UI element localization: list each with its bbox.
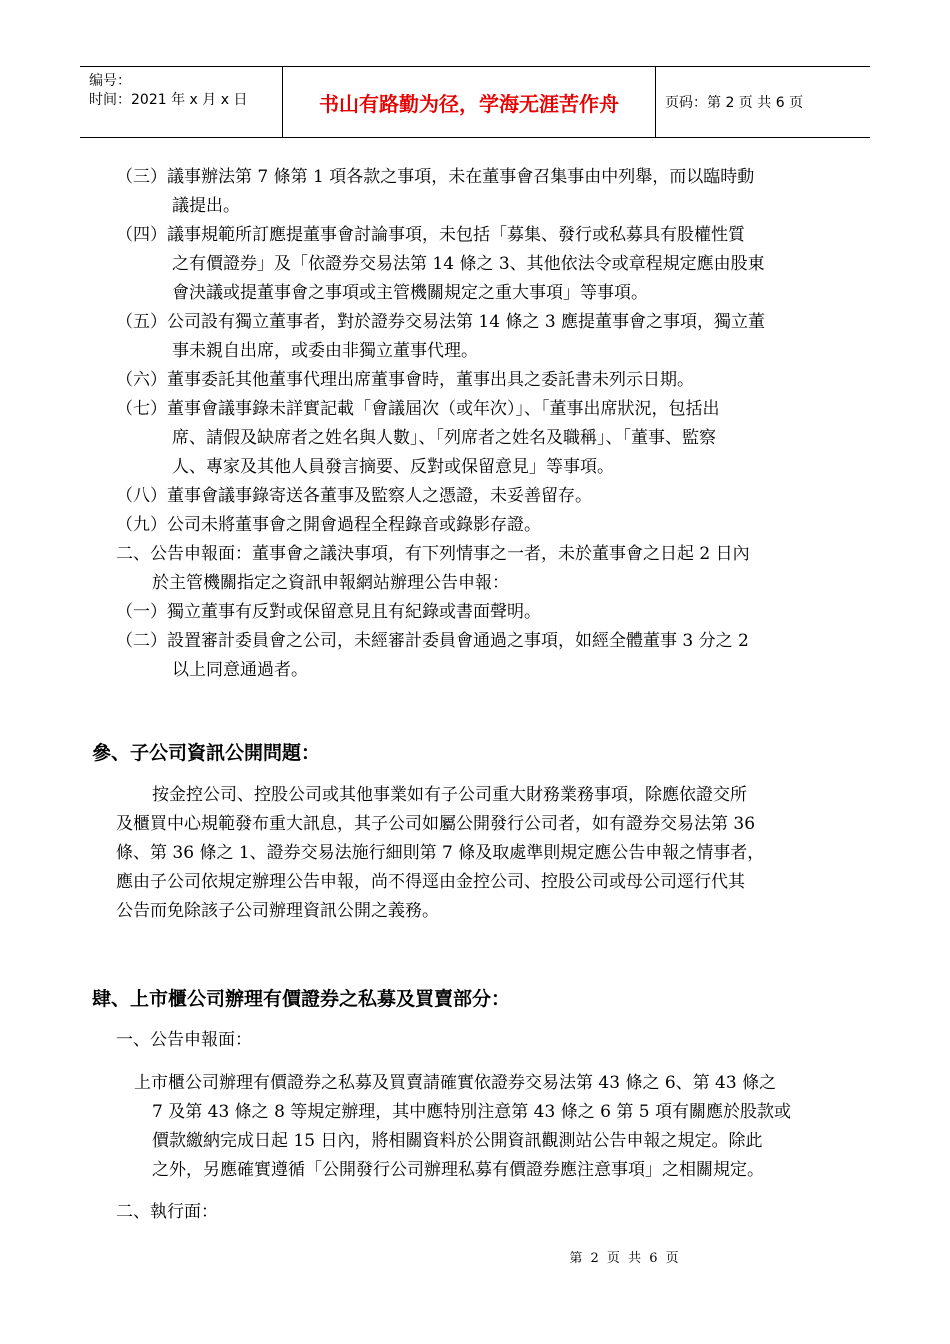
- section-3-line: 及櫃買中心規範發布重大訊息，其子公司如屬公開發行公司者，如有證券交易法第 36: [116, 814, 756, 834]
- body-line: （一）獨立董事有反對或保留意見且有紀錄或書面聲明。: [116, 602, 541, 622]
- header-slogan: 书山有路勤为径，学海无涯苦作舟: [283, 67, 656, 137]
- header-page-number: 页码：第 2 页 共 6 页: [665, 95, 804, 111]
- section-4-line: 上市櫃公司辦理有價證券之私募及買賣請確實依證券交易法第 43 條之 6、第 43 條之: [134, 1073, 777, 1093]
- page-footer: [0, 1247, 950, 1266]
- page-header: [80, 66, 870, 138]
- section-4-heading: 肆、上市櫃公司辦理有價證券之私募及買賣部分：: [92, 988, 511, 1010]
- section-3-line: 條、第 36 條之 1、證券交易法施行細則第 7 條及取處準則規定應公告申報之情事者，: [116, 843, 765, 863]
- body-line: 人、專家及其他人員發言摘要、反對或保留意見」等事項。: [172, 457, 614, 477]
- section-4-line: 7 及第 43 條之 8 等規定辦理，其中應特別注意第 43 條之 6 第 5 項有關應於股款或: [152, 1102, 791, 1122]
- body-line: （六）董事委託其他董事代理出席董事會時，董事出具之委託書未列示日期。: [116, 370, 694, 390]
- body-line: 之有價證券」及「依證券交易法第 14 條之 3、其他依法令或章程規定應由股東: [172, 254, 765, 274]
- body-line: （五）公司設有獨立董事者，對於證券交易法第 14 條之 3 應提董事會之事項，獨立董: [116, 312, 766, 332]
- section-4-line: 之外，另應確實遵循「公開發行公司辦理私募有價證券應注意事項」之相關規定。: [152, 1160, 764, 1180]
- footer-page-number: 第 2 页 共 6 页: [569, 1251, 681, 1266]
- body-line: 於主管機關指定之資訊申報網站辦理公告申報：: [152, 573, 509, 593]
- body-line: 事未親自出席，或委由非獨立董事代理。: [172, 341, 478, 361]
- body-line: 會決議或提董事會之事項或主管機關規定之重大事項」等事項。: [172, 283, 648, 303]
- section-3-heading: 參、子公司資訊公開問題：: [92, 742, 321, 764]
- body-line: 席、請假及缺席者之姓名與人數」、「列席者之姓名及職稱」、「董事、監察: [172, 428, 716, 448]
- section-3-line: 應由子公司依規定辦理公告申報，尚不得逕由金控公司、控股公司或母公司逕行代其: [116, 872, 745, 892]
- body-line: 以上同意通過者。: [172, 660, 308, 680]
- section-3-line: 按金控公司、控股公司或其他事業如有子公司重大財務業務事項，除應依證交所: [152, 785, 747, 805]
- header-time: 时间：2021 年 x 月 x 日: [89, 92, 248, 108]
- body-line: 二、公告申報面：董事會之議決事項，有下列情事之一者，未於董事會之日起 2 日內: [116, 544, 750, 564]
- section-4-line: 價款繳納完成日起 15 日內，將相關資料於公開資訊觀測站公告申報之規定。除此: [152, 1131, 763, 1151]
- body-line: （二）設置審計委員會之公司，未經審計委員會通過之事項，如經全體董事 3 分之 2: [116, 631, 749, 651]
- section-3-line: 公告而免除該子公司辦理資訊公開之義務。: [116, 901, 439, 921]
- header-meta: [80, 67, 283, 137]
- body-line: （四）議事規範所訂應提董事會討論事項，未包括「募集、發行或私募具有股權性質: [116, 225, 745, 245]
- body-line: （七）董事會議事錄未詳實記載「會議屆次（或年次）」、「董事出席狀況，包括出: [116, 399, 720, 419]
- body-line: （九）公司未將董事會之開會過程全程錄音或錄影存證。: [116, 515, 541, 535]
- section-4-subheading: 二、執行面：: [116, 1202, 218, 1222]
- header-number: 编号：: [89, 73, 131, 89]
- body-line: （八）董事會議事錄寄送各董事及監察人之憑證，未妥善留存。: [116, 486, 592, 506]
- body-line: 議提出。: [172, 196, 240, 216]
- body-line: （三）議事辦法第 7 條第 1 項各款之事項，未在董事會召集事由中列舉，而以臨時動: [116, 167, 755, 187]
- section-4-subheading: 一、公告申報面：: [116, 1030, 252, 1050]
